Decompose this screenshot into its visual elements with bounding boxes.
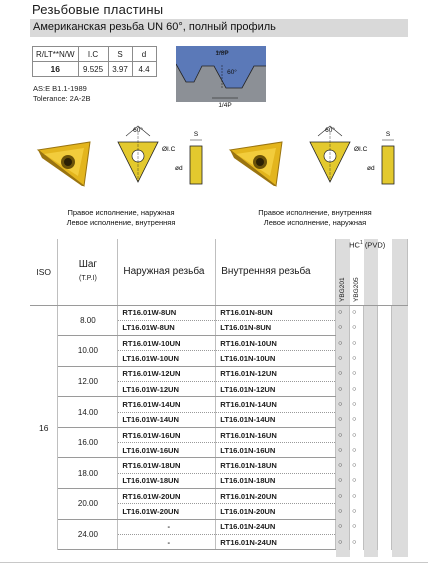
empty-cell (391, 397, 407, 412)
grade-1-mark: ○ (336, 443, 350, 458)
empty-cell (391, 427, 407, 442)
insert-1-angle: 60° (133, 127, 143, 134)
insert-2-caption-line1: Правое исполнение, внутренняя (258, 208, 372, 217)
empty-cell (377, 336, 391, 351)
grade-2-mark: ○ (350, 351, 364, 366)
table-row (30, 458, 408, 473)
hc-label (349, 240, 385, 250)
empty-cell (364, 336, 378, 351)
step-cell: 24.00 (58, 519, 118, 550)
grade-ybg201: YBG201 (339, 276, 347, 302)
insert-drawing-1 (118, 126, 176, 182)
external-code: - (118, 519, 216, 534)
insert-2-d: ød (367, 165, 375, 172)
grade-1-mark: ○ (336, 397, 350, 412)
empty-cell (364, 443, 378, 458)
grade-ybg205: YBG205 (353, 276, 361, 302)
empty-cell (364, 534, 378, 549)
external-code: RT16.01W-12UN (118, 366, 216, 381)
empty-cell (377, 473, 391, 488)
external-code: RT16.01W-14UN (118, 397, 216, 412)
empty-cell (364, 320, 378, 335)
external-code: LT16.01W-20UN (118, 504, 216, 519)
subtitle-bar (30, 19, 408, 37)
grade-1-mark: ○ (336, 458, 350, 473)
col-external-header: Наружная резьба (118, 239, 216, 305)
spec-header-d: d (132, 47, 156, 62)
step-cell: 14.00 (58, 397, 118, 428)
grade-2-mark: ○ (350, 458, 364, 473)
spec-header-rlt: R/LT**N/W (33, 47, 79, 62)
table-row (30, 305, 408, 320)
empty-cell (391, 336, 407, 351)
empty-cell (391, 519, 407, 534)
empty-cell (364, 397, 378, 412)
step-cell: 16.00 (58, 427, 118, 458)
table-row (30, 519, 408, 534)
empty-cell (377, 427, 391, 442)
insert-1-ic: ØI.C (162, 146, 176, 153)
insert-1-d: ød (175, 165, 183, 172)
diagram-label-top: 1/8P (215, 50, 229, 57)
empty-cell (377, 351, 391, 366)
insert-photo-2 (230, 142, 282, 186)
insert-1-s: S (193, 131, 199, 138)
insert-2-caption (230, 208, 400, 228)
grade-2-mark: ○ (350, 519, 364, 534)
empty-cell (377, 534, 391, 549)
table-row (30, 336, 408, 351)
hc-coating: (PVD) (364, 240, 386, 250)
step-cell: 18.00 (58, 458, 118, 489)
empty-cell (364, 305, 378, 320)
grade-2-mark: ○ (350, 366, 364, 381)
diagram-label-bottom: 1/4P (218, 102, 232, 109)
bottom-rule (0, 562, 428, 563)
col-step-header (58, 239, 118, 305)
external-code: RT16.01W-20UN (118, 489, 216, 504)
empty-cell (377, 519, 391, 534)
external-code: LT16.01W-12UN (118, 381, 216, 396)
empty-cell (391, 412, 407, 427)
empty-cell (377, 320, 391, 335)
grade-2-mark: ○ (350, 504, 364, 519)
external-code: - (118, 534, 216, 549)
spec-value-ic: 9.525 (78, 62, 108, 77)
insert-2-caption-line2: Левое исполнение, наружная (263, 218, 367, 227)
empty-cell (391, 473, 407, 488)
empty-cell (377, 489, 391, 504)
empty-cell (364, 458, 378, 473)
external-code: LT16.01W-14UN (118, 412, 216, 427)
grade-2-mark: ○ (350, 320, 364, 335)
internal-code: LT16.01N-8UN (216, 320, 336, 335)
grade-1-mark: ○ (336, 412, 350, 427)
insert-2-ic: ØI.C (354, 146, 368, 153)
table-row (30, 366, 408, 381)
grade-1-mark: ○ (336, 381, 350, 396)
empty-cell (391, 458, 407, 473)
hc-label-text: HC (349, 240, 360, 250)
empty-cell (377, 458, 391, 473)
grade-2-mark: ○ (350, 381, 364, 396)
empty-cell (391, 351, 407, 366)
empty-cell (364, 351, 378, 366)
empty-cell (377, 504, 391, 519)
empty-cell (377, 381, 391, 396)
empty-cell (391, 504, 407, 519)
table-header-row (30, 239, 408, 305)
insert-group-left (222, 124, 412, 204)
internal-code: RT16.01N-8UN (216, 305, 336, 320)
empty-cell (364, 366, 378, 381)
spec-value-size: 16 (33, 62, 79, 77)
grade-2-mark: ○ (350, 305, 364, 320)
insert-1-caption-line2: Левое исполнение, внутренняя (66, 218, 176, 227)
empty-cell (364, 427, 378, 442)
empty-cell (377, 397, 391, 412)
col-internal-header: Внутренняя резьба (216, 239, 336, 305)
internal-code: RT16.01N-12UN (216, 366, 336, 381)
internal-code: LT16.01N-16UN (216, 443, 336, 458)
insert-2-s: S (385, 131, 391, 138)
grade-1-mark: ○ (336, 427, 350, 442)
grade-1-mark: ○ (336, 366, 350, 381)
internal-code: LT16.01N-12UN (216, 381, 336, 396)
grade-1-mark: ○ (336, 504, 350, 519)
empty-cell (377, 305, 391, 320)
internal-code: LT16.01N-10UN (216, 351, 336, 366)
internal-code: RT16.01N-14UN (216, 397, 336, 412)
internal-code: LT16.01N-20UN (216, 504, 336, 519)
grade-1-mark: ○ (336, 519, 350, 534)
external-code: RT16.01W-16UN (118, 427, 216, 442)
page-title: Резьбовые пластины (32, 2, 164, 17)
internal-code: RT16.01N-16UN (216, 427, 336, 442)
empty-cell (364, 489, 378, 504)
grade-2-mark: ○ (350, 534, 364, 549)
spec-header-s: S (108, 47, 132, 62)
grade-2-mark: ○ (350, 489, 364, 504)
grade-2-mark: ○ (350, 427, 364, 442)
spec-value-d: 4.4 (132, 62, 156, 77)
grade-2-mark: ○ (350, 443, 364, 458)
external-code: LT16.01W-8UN (118, 320, 216, 335)
table-row (30, 489, 408, 504)
internal-code: LT16.01N-18UN (216, 473, 336, 488)
col-hc-header (336, 239, 408, 305)
empty-cell (364, 412, 378, 427)
empty-cell (377, 412, 391, 427)
col-step-sub: (T.P.I) (79, 275, 97, 283)
empty-cell (391, 320, 407, 335)
step-cell: 8.00 (58, 305, 118, 336)
empty-cell (364, 381, 378, 396)
internal-code: LT16.01N-24UN (216, 519, 336, 534)
grade-1-mark: ○ (336, 534, 350, 549)
internal-code: LT16.01N-14UN (216, 412, 336, 427)
insert-side-2 (367, 131, 394, 184)
diagram-label-angle: 60° (227, 69, 237, 76)
col-iso-header: ISO (30, 239, 58, 305)
insert-group-right (30, 124, 220, 204)
grade-2-mark: ○ (350, 412, 364, 427)
grade-2-mark: ○ (350, 336, 364, 351)
external-code: RT16.01W-8UN (118, 305, 216, 320)
insert-photo-1 (38, 142, 90, 186)
empty-cell (391, 489, 407, 504)
grade-1-mark: ○ (336, 320, 350, 335)
hc-label-sup: 1 (359, 240, 363, 246)
insert-2-angle: 60° (325, 127, 335, 134)
spec-table (32, 46, 157, 77)
step-cell: 12.00 (58, 366, 118, 397)
internal-code: RT16.01N-10UN (216, 336, 336, 351)
thread-profile-diagram (176, 44, 266, 110)
empty-cell (391, 305, 407, 320)
page-subtitle: Американская резьба UN 60°, полный профиль (33, 21, 276, 33)
iso-cell: 16 (30, 305, 58, 550)
empty-cell (364, 504, 378, 519)
col-step-label: Шаг (78, 259, 98, 271)
table-row (30, 397, 408, 412)
step-cell: 10.00 (58, 336, 118, 367)
empty-cell (377, 443, 391, 458)
insert-1-caption-line1: Правое исполнение, наружная (67, 208, 175, 217)
external-code: RT16.01W-18UN (118, 458, 216, 473)
standard-text: AS:E B1.1-1989 (33, 84, 87, 93)
external-code: LT16.01W-10UN (118, 351, 216, 366)
internal-code: RT16.01N-20UN (216, 489, 336, 504)
tolerance-text: Tolerance: 2A-2B (33, 94, 91, 103)
grade-1-mark: ○ (336, 473, 350, 488)
step-cell: 20.00 (58, 489, 118, 520)
grade-1-mark: ○ (336, 336, 350, 351)
spec-value-s: 3.97 (108, 62, 132, 77)
insert-1-caption (36, 208, 206, 228)
external-code: RT16.01W-10UN (118, 336, 216, 351)
insert-drawing-2 (310, 126, 368, 182)
spec-header-ic: I.C (78, 47, 108, 62)
grade-1-mark: ○ (336, 489, 350, 504)
empty-cell (391, 381, 407, 396)
empty-cell (377, 366, 391, 381)
external-code: LT16.01W-18UN (118, 473, 216, 488)
grade-1-mark: ○ (336, 305, 350, 320)
empty-cell (391, 443, 407, 458)
empty-cell (391, 534, 407, 549)
empty-cell (364, 519, 378, 534)
internal-code: RT16.01N-24UN (216, 534, 336, 549)
internal-code: RT16.01N-18UN (216, 458, 336, 473)
grade-2-mark: ○ (350, 397, 364, 412)
grade-1-mark: ○ (336, 351, 350, 366)
thread-table (30, 239, 408, 557)
external-code: LT16.01W-16UN (118, 443, 216, 458)
grade-2-mark: ○ (350, 473, 364, 488)
empty-cell (364, 473, 378, 488)
empty-cell (391, 366, 407, 381)
insert-side-1 (175, 131, 202, 184)
table-row (30, 427, 408, 442)
